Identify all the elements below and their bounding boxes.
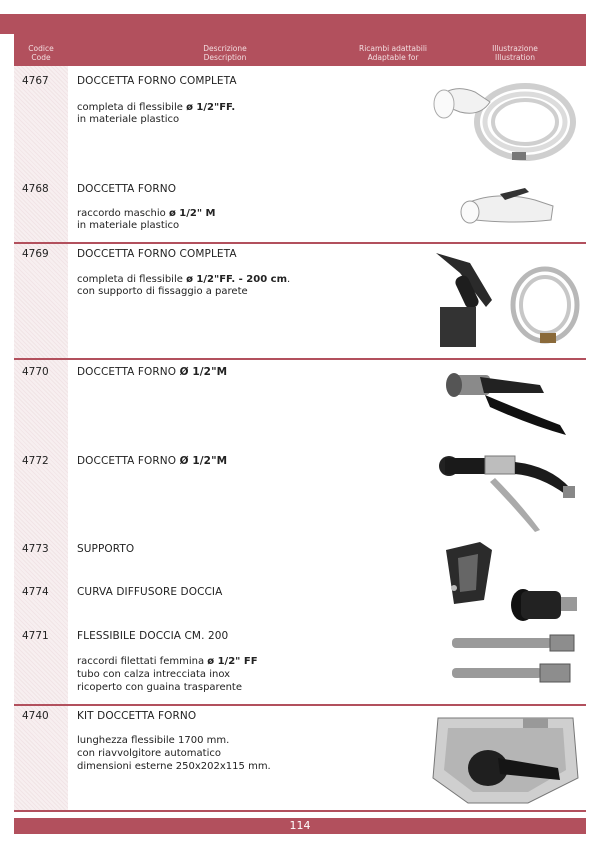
product-title: DOCCETTA FORNO COMPLETA [77,248,237,260]
product-title: DOCCETTA FORNO Ø 1/2"M [77,366,228,378]
product-spec: ricoperto con guaina trasparente [77,682,243,693]
section-divider [14,358,586,360]
product-spec: completa di flessibile ø 1/2"FF. - 200 cm. [77,274,291,285]
product-image-shower-head-white [455,182,565,232]
code-column-bg [14,360,68,704]
product-spec: lunghezza flessibile 1700 mm. [77,735,230,746]
product-image-wall-support [440,540,500,610]
product-spec: in materiale plastico [77,114,180,125]
product-spec: raccordi filettati femmina ø 1/2" FF [77,656,258,667]
product-code: 4740 [22,710,49,722]
header-tab [0,14,14,34]
product-title: CURVA DIFFUSORE DOCCIA [77,586,223,598]
product-spec: con riavvolgitore automatico [77,748,221,759]
product-code: 4770 [22,366,49,378]
header-spare-parts: Ricambi adattabili Adaptable for [359,44,427,62]
code-column-bg [14,244,68,358]
product-code: 4769 [22,248,49,260]
product-spec: tubo con calza intrecciata inox [77,669,231,680]
product-title: DOCCETTA FORNO COMPLETA [77,75,237,87]
section-divider [14,242,586,244]
product-code: 4768 [22,183,49,195]
product-image-flexible-hoses [450,630,585,695]
product-spec: raccordo maschio ø 1/2" M [77,208,216,219]
product-image-shower-gun-4772 [435,448,580,533]
product-title: FLESSIBILE DOCCIA CM. 200 [77,630,229,642]
product-code: 4767 [22,75,49,87]
header-illustration: Illustrazione Illustration [492,44,538,62]
product-code: 4771 [22,630,49,642]
section-divider [14,704,586,706]
page-number: 114 [289,819,311,832]
product-spec: completa di flessibile ø 1/2"FF. [77,102,236,113]
product-image-shower-kit-4769 [430,245,580,355]
product-code: 4773 [22,543,49,555]
header-code: Codice Code [28,44,54,62]
product-title: SUPPORTO [77,543,135,555]
product-image-shower-gun-4770 [440,365,580,440]
product-spec: in materiale plastico [77,220,180,231]
product-image-kit-doccetta-forno [428,708,583,808]
header-description: Descrizione Description [203,44,247,62]
product-spec: dimensioni esterne 250x202x115 mm. [77,761,271,772]
product-title: DOCCETTA FORNO [77,183,177,195]
product-title: KIT DOCCETTA FORNO [77,710,197,722]
product-spec: con supporto di fissaggio a parete [77,286,248,297]
product-image-shower-hose-white [430,72,580,172]
product-code: 4774 [22,586,49,598]
code-column-bg [14,66,68,242]
section-divider [14,810,586,812]
product-code: 4772 [22,455,49,467]
product-image-diffuser-elbow [505,585,585,625]
product-title: DOCCETTA FORNO Ø 1/2"M [77,455,228,467]
